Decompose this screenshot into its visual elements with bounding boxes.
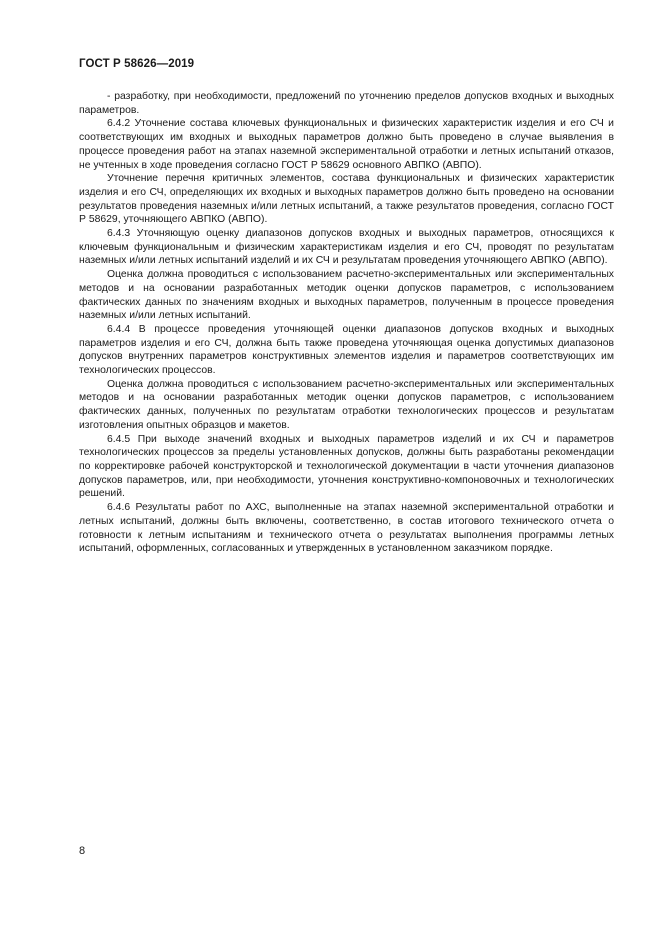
paragraph: Оценка должна проводиться с использованием расчетно-экспериментальных или экспериментальных методов и на основании разработанных методик оценки допусков параметров, с использованием фактических данных, полученных по результатам отработки технологических процессов и результатам изготовления опытных образцов и макетов.: [79, 378, 614, 431]
document-body: [79, 90, 614, 556]
paragraph: Оценка должна проводиться с использованием расчетно-экспериментальных или экспериментальных методов и на основании разработанных методик оценки допусков параметров, с использованием фактических данных по значениям входных и выходных параметров, полученным в процессе проведения наземных и/или летных испытаний.: [79, 269, 614, 322]
page-number: 8: [79, 845, 86, 857]
paragraph: 6.4.5 При выходе значений входных и выходных параметров изделий и их СЧ и параметров технологических процессов за пределы установленных допусков, должны быть разработаны рекомендации по корректировке рабочей конструкторской и технологической документации в части уточнения диапазонов допусков параметров, или, при необходимости, уточнения конструктивно-компоновочных и технологических решений.: [79, 433, 614, 500]
paragraph: 6.4.3 Уточняющую оценку диапазонов допусков входных и выходных параметров, относящихся к ключевым функциональным и физическим характеристикам изделия и его СЧ, проводят по результатам наземных и/или летных испытаний изделий и их СЧ и результатам проведения уточняющего АВПКО (АВПО).: [79, 228, 614, 267]
paragraph: Уточнение перечня критичных элементов, состава функциональных и физических характеристик изделия и его СЧ, определяющих их входных и выходных параметров должно быть проведено на основании результатов проведения наземных и/или летных испытаний, а также результатов проведения, согласно ГОСТ Р 58629, уточняющего АВПКО (АВПО).: [79, 173, 614, 226]
paragraph: 6.4.2 Уточнение состава ключевых функциональных и физических характеристик изделия и его СЧ и соответствующих им входных и выходных параметров должно быть проведено в случае выявления в процессе проведения работ на этапах наземной экспериментальной отработки и летных испытаний отказов, не учтенных в ходе проведения согласно ГОСТ Р 58629 основного АВПКО (АВПО).: [79, 118, 614, 171]
paragraph: 6.4.4 В процессе проведения уточняющей оценки диапазонов допусков входных и выходных параметров изделия и его СЧ, должна быть также проведена уточняющая оценка допустимых диапазонов допусков внутренних параметров конструктивных элементов изделия и параметров соответствующих им технологических процессов.: [79, 323, 614, 377]
paragraph: - разработку, при необходимости, предложений по уточнению пределов допусков входных и выходных параметров.: [79, 91, 614, 116]
document-header: ГОСТ Р 58626—2019: [79, 58, 195, 70]
paragraph: 6.4.6 Результаты работ по АХС, выполненные на этапах наземной экспериментальной отработки и летных испытаний, должны быть включены, соответственно, в состав итогового технического отчета о готовности к летным испытаниям и технического отчета о результатах выполнения программы летных испытаний, оформленных, согласованных и утвержденных в установленном заказчиком порядке.: [79, 502, 614, 555]
